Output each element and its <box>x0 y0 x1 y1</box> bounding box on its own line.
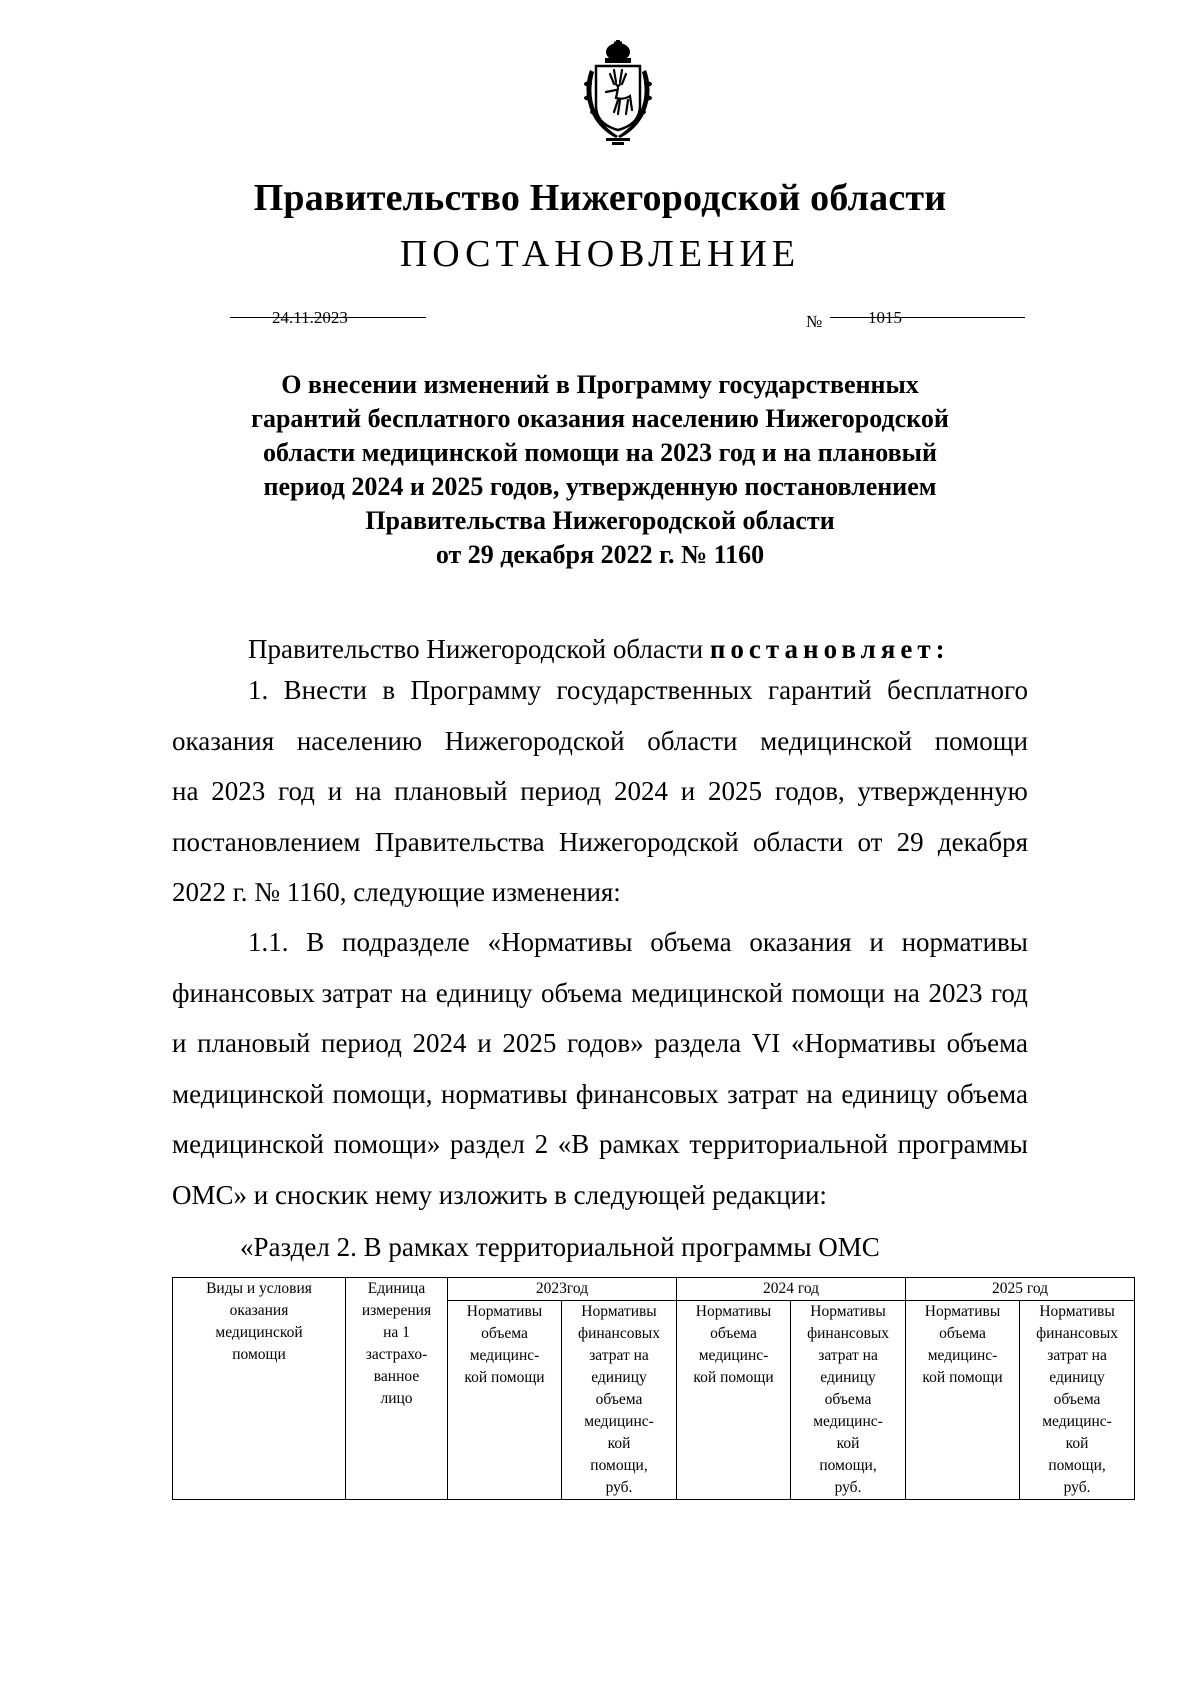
document-type: ПОСТАНОВЛЕНИЕ <box>399 233 801 275</box>
coat-of-arms-emblem <box>576 40 660 150</box>
header-text: медицинс- <box>584 1413 654 1430</box>
header-text: объема <box>481 1325 528 1342</box>
header-text: помощи, <box>590 1457 648 1474</box>
header-text: Нормативы <box>810 1303 886 1320</box>
subject-line: О внесении изменений в Программу государственных <box>281 370 919 399</box>
decree-word: постановляет: <box>709 634 950 664</box>
word: 1.1. <box>248 927 289 957</box>
header-text: объема <box>1053 1391 1101 1408</box>
word: 29 <box>896 826 924 857</box>
header-text: финансовых <box>1036 1325 1118 1342</box>
document-subject <box>0 368 1200 572</box>
header-unit-cell <box>346 1278 448 1500</box>
header-text: лицо <box>380 1390 413 1407</box>
header-text: кой <box>607 1435 631 1452</box>
paragraph-line <box>172 1129 1028 1160</box>
word: и <box>477 1028 492 1058</box>
word: населению <box>296 725 423 756</box>
word: медицинской <box>631 977 783 1008</box>
subject-line: Правительства Нижегородской области <box>365 506 835 535</box>
government-title: Правительство Нижегородской области <box>253 177 947 219</box>
word: и <box>680 776 696 806</box>
word: помощи» <box>333 1129 441 1159</box>
header-text: медицинс- <box>469 1347 540 1364</box>
header-text: Нормативы <box>466 1303 543 1320</box>
word: подразделе <box>342 927 470 957</box>
header-text: финансовых <box>578 1325 660 1342</box>
omc-normatives-table <box>172 1277 1135 1500</box>
word: декабря <box>937 826 1028 857</box>
word: финансовых <box>575 1078 719 1109</box>
word: 2025 <box>708 776 763 806</box>
header-text: единицу <box>1049 1369 1105 1386</box>
word: на <box>172 776 199 806</box>
number-sign: № <box>806 312 823 331</box>
header-text: медицинской <box>215 1324 303 1341</box>
header-text: медицинс- <box>813 1413 883 1430</box>
word: медицинской <box>760 725 913 756</box>
word: В <box>306 927 325 957</box>
word: 2024 <box>613 776 668 806</box>
word: 2024 <box>412 1028 467 1058</box>
decree-prefix: Правительство Нижегородской области <box>248 634 704 664</box>
word: плановый <box>197 1028 311 1058</box>
word: VI <box>751 1028 781 1058</box>
word: раздел <box>450 1129 525 1159</box>
word: помощи, <box>332 1078 433 1109</box>
word: 2023 <box>928 977 983 1008</box>
word: бесплатного <box>887 675 1028 705</box>
header-text: объема <box>595 1391 643 1408</box>
word: «Нормативы <box>790 1028 936 1058</box>
header-text: медицинс- <box>1042 1413 1112 1430</box>
header-text: кой помощи <box>922 1369 1003 1386</box>
header-text: единицу <box>591 1369 647 1386</box>
header-year-2025: 2025 год <box>906 1278 1135 1301</box>
header-cost-norm-cell <box>562 1301 677 1500</box>
header-text: руб. <box>605 1479 633 1496</box>
word: год <box>278 776 315 806</box>
subject-line: гарантий бесплатного оказания населению Нижегородской <box>251 404 949 433</box>
word: постановлением <box>172 826 361 857</box>
header-text: объема <box>710 1325 757 1342</box>
word: 2023 <box>211 776 266 806</box>
word: помощи <box>934 725 1028 756</box>
header-year-2024: 2024 год <box>677 1278 906 1301</box>
word: объема <box>946 1028 1028 1058</box>
paragraph-line <box>248 675 1028 706</box>
paragraph-line <box>172 1079 1028 1110</box>
word: на <box>400 977 428 1008</box>
word: Внести <box>283 675 367 705</box>
word: государственных <box>556 675 753 705</box>
word: нормативы <box>901 927 1028 957</box>
paragraph-line <box>172 1028 1028 1059</box>
word: объема <box>650 927 732 957</box>
word: финансовых затрат <box>172 977 393 1008</box>
word: плановый <box>394 776 508 806</box>
word: «В <box>557 1129 590 1159</box>
header-year-2023: 2023год <box>448 1278 677 1301</box>
header-text: помощи, <box>1048 1457 1106 1474</box>
word: Программу <box>410 675 542 705</box>
word: области <box>752 826 844 857</box>
word: и <box>327 776 343 806</box>
table-header-row <box>173 1278 1135 1301</box>
header-text: Нормативы <box>924 1303 1001 1320</box>
header-text: на 1 <box>383 1324 410 1341</box>
header-text: Виды и условия <box>206 1280 312 1297</box>
header-text: объема <box>824 1391 872 1408</box>
subject-line: от 29 декабря 2022 г. № 1160 <box>435 540 765 569</box>
header-text: помощи, <box>819 1457 877 1474</box>
word: гарантий <box>768 675 872 705</box>
paragraph-line <box>172 978 1028 1009</box>
word: утвержденную <box>857 776 1028 806</box>
decree-line <box>248 634 950 665</box>
header-text: медицинс- <box>927 1347 998 1364</box>
header-text: затрат на <box>818 1347 878 1364</box>
word: объема <box>946 1078 1028 1109</box>
word: период <box>321 1028 402 1058</box>
word: и <box>172 1028 187 1058</box>
header-text: медицинс- <box>698 1347 769 1364</box>
header-text: единицу <box>820 1369 876 1386</box>
word: период <box>520 776 602 806</box>
word: «Нормативы <box>487 927 633 957</box>
header-volume-norm-cell <box>906 1301 1020 1500</box>
header-text: Единица <box>367 1280 426 1297</box>
header-text: застрахо- <box>365 1346 428 1363</box>
word: в <box>382 675 396 705</box>
header-text: измерения <box>361 1302 432 1319</box>
header-volume-norm-cell <box>448 1301 562 1500</box>
header-text: финансовых <box>807 1325 889 1342</box>
word: рамках <box>598 1129 680 1159</box>
word: оказания <box>749 927 852 957</box>
word: Нижегородской <box>558 826 739 857</box>
header-text: затрат на <box>589 1347 649 1364</box>
header-text: оказания <box>229 1302 289 1319</box>
header-text: помощи <box>232 1346 286 1363</box>
word: от <box>857 826 883 857</box>
word: 1. <box>248 675 269 705</box>
word: 2 <box>534 1129 549 1159</box>
header-cost-norm-cell <box>791 1301 906 1500</box>
word: годов, <box>774 776 845 806</box>
header-text: Нормативы <box>695 1303 772 1320</box>
paragraph-1-last-line: 2022 г. № 1160, следующие изменения: <box>172 877 621 907</box>
word: территориальной <box>689 1129 888 1159</box>
subject-line: области медицинской помощи на 2023 год и на плановый <box>263 438 937 467</box>
document-number: 1015 <box>868 308 902 327</box>
word: программы <box>897 1129 1028 1159</box>
header-text: затрат на <box>1047 1347 1107 1364</box>
paragraph-line <box>172 726 1028 757</box>
word: затрат <box>727 1078 798 1109</box>
header-text: ванное <box>373 1368 420 1385</box>
header-text: Нормативы <box>581 1303 657 1320</box>
word: 2025 <box>502 1028 557 1058</box>
header-kinds-cell <box>173 1278 346 1500</box>
word: на <box>893 977 920 1008</box>
word: оказания <box>172 725 275 756</box>
word: области <box>647 725 738 756</box>
header-text: объема <box>939 1325 986 1342</box>
word: Правительства <box>374 826 545 857</box>
header-cost-norm-cell <box>1020 1301 1135 1500</box>
section-heading: «Раздел 2. В рамках территориальной программы ОМС <box>240 1232 880 1262</box>
header-text: кой <box>1065 1435 1089 1452</box>
paragraph-line <box>172 827 1028 858</box>
word: годов» <box>566 1028 644 1058</box>
word: помощи <box>791 977 885 1008</box>
header-text: кой <box>836 1435 860 1452</box>
header-text: кой помощи <box>464 1369 545 1386</box>
header-text: руб. <box>834 1479 862 1496</box>
word: год <box>991 977 1028 1008</box>
word: единицу <box>841 1078 938 1109</box>
header-text: Нормативы <box>1039 1303 1115 1320</box>
paragraph-line <box>248 927 1028 958</box>
word: нормативы <box>441 1078 568 1109</box>
word: на <box>355 776 382 806</box>
word: медицинской <box>172 1129 324 1159</box>
word: единицу <box>435 977 533 1008</box>
word: объема <box>541 977 623 1008</box>
paragraph-1-1-last-line: ОМС» и сноскик нему изложить в следующей редакции: <box>172 1180 827 1210</box>
document-date: 24.11.2023 <box>272 308 348 327</box>
header-text: кой помощи <box>693 1369 774 1386</box>
word: медицинской <box>172 1078 324 1109</box>
word: Нижегородской <box>444 725 625 756</box>
subject-line: период 2024 и 2025 годов, утвержденную постановлением <box>263 472 937 501</box>
paragraph-line <box>172 776 1028 807</box>
header-volume-norm-cell <box>677 1301 791 1500</box>
word: раздела <box>654 1028 742 1058</box>
word: и <box>869 927 884 957</box>
word: на <box>806 1078 833 1109</box>
number-underline <box>830 316 1025 318</box>
header-text: руб. <box>1063 1479 1091 1496</box>
